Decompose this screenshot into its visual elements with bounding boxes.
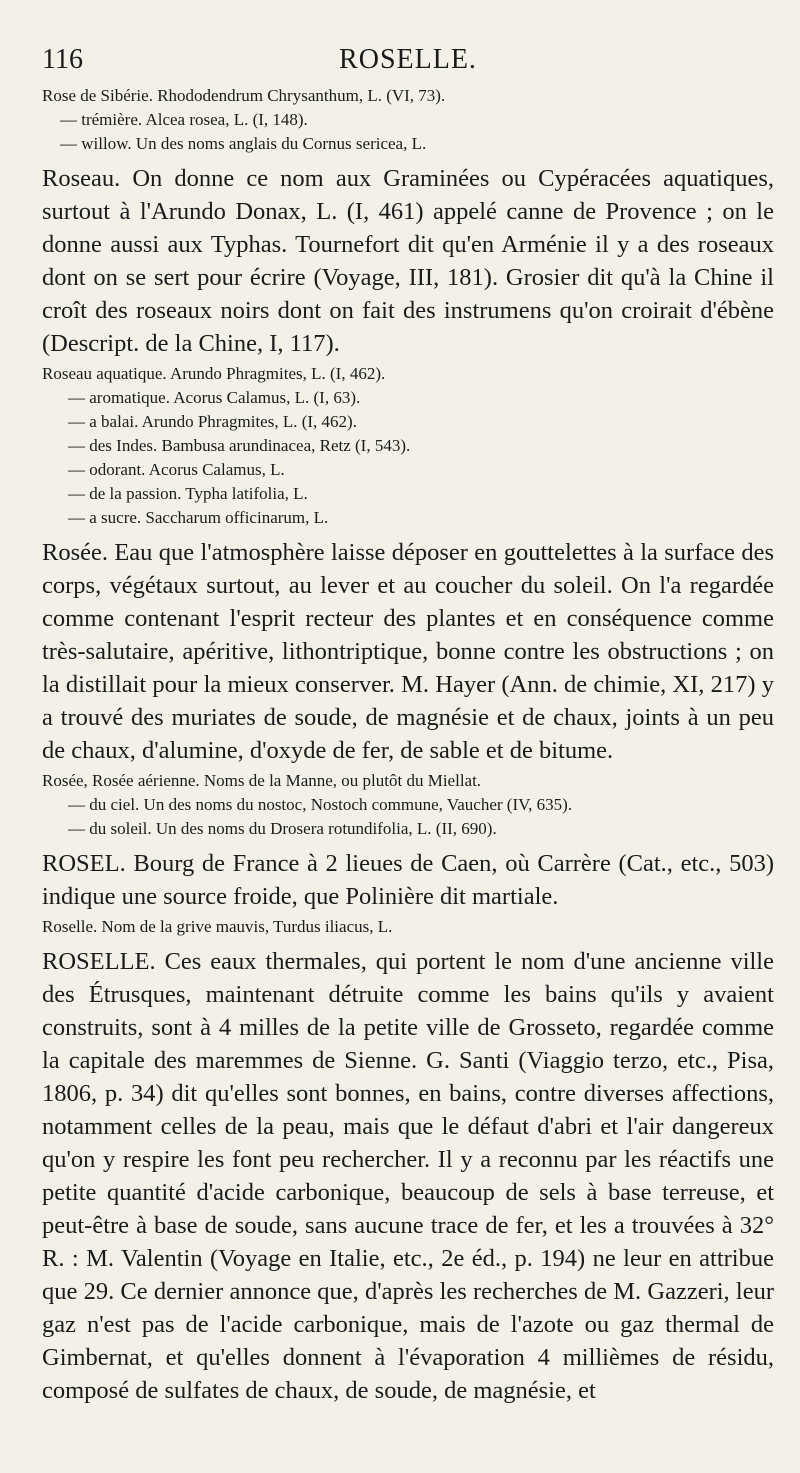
sub-entry: — trémière. Alcea rosea, L. (I, 148).	[60, 110, 308, 129]
dictionary-entries	[42, 84, 774, 1407]
sub-entry: — du soleil. Un des noms du Drosera rotundifolia, L. (II, 690).	[68, 819, 497, 838]
running-title: ROSELLE.	[339, 44, 477, 75]
sub-entry: Roselle. Nom de la grive mauvis, Turdus iliacus, L.	[42, 917, 393, 936]
sub-entry: — des Indes. Bambusa arundinacea, Retz (I, 543).	[68, 436, 411, 455]
page-number: 116	[42, 44, 83, 75]
sub-entry: Rosée, Rosée aérienne. Noms de la Manne, ou plutôt du Miellat.	[42, 771, 482, 790]
sub-entry: — a balai. Arundo Phragmites, L. (I, 462).	[68, 412, 357, 431]
sub-entry: — du ciel. Un des noms du nostoc, Nostoch commune, Vaucher (IV, 635).	[68, 795, 573, 814]
sub-entry: — aromatique. Acorus Calamus, L. (I, 63).	[68, 388, 361, 407]
sub-entry: Roseau aquatique. Arundo Phragmites, L. (I, 462).	[42, 364, 386, 383]
main-entry: ROSEL. Bourg de France à 2 lieues de Caen, où Carrère (Cat., etc., 503) indique une source froide, que Polinière dit martiale.	[42, 850, 774, 910]
main-entry: ROSELLE. Ces eaux thermales, qui portent le nom d'une ancienne ville des Étrusques, maintenant détruite comme les bains qu'ils y avaient construits, sont à 4 milles de la petite ville de Grosseto, regardée comme la capitale des maremmes de Sienne. G. Santi (Viaggio terzo, etc., Pisa, 1806, p. 34) dit qu'elles sont bonnes, en bains, contre diverses affections, notamment celles de la peau, mais que le défaut d'abri et l'air dangereux qu'on y respire les font peu rechercher. Il y a reconnu par les réactifs une petite quantité d'acide carbonique, beaucoup de sels à base terreuse, et peut-être à base de soude, sans aucune trace de fer, et les a trouvées à 32° R. : M. Valentin (Voyage en Italie, etc., 2e éd., p. 194) ne leur en attribue que 29. Ce dernier annonce que, d'après les recherches de M. Gazzeri, leur gaz n'est pas de l'acide carbonique, mais de l'azote ou gaz thermal de Gimbernat, et qu'elles donnent à l'évaporation 4 millièmes de résidu, composé de sulfates de chaux, de soude, de magnésie, et	[42, 948, 774, 1404]
main-entry: Roseau. On donne ce nom aux Graminées ou Cypéracées aquatiques, surtout à l'Arundo Donax, L. (I, 461) appelé canne de Provence ; on le donne aussi aux Typhas. Tournefort dit qu'en Arménie il y a des roseaux dont on se sert pour écrire (Voyage, III, 181). Grosier dit qu'à la Chine il croît des roseaux noirs dont on fait des instrumens qu'on croirait d'ébène (Descript. de la Chine, I, 117).	[42, 165, 774, 357]
sub-entry: — de la passion. Typha latifolia, L.	[68, 484, 308, 503]
sub-entry: Rose de Sibérie. Rhododendrum Chrysanthum, L. (VI, 73).	[42, 86, 446, 105]
running-head	[42, 44, 774, 80]
sub-entry: — odorant. Acorus Calamus, L.	[68, 460, 285, 479]
main-entry: Rosée. Eau que l'atmosphère laisse déposer en gouttelettes à la surface des corps, végétaux surtout, au lever et au coucher du soleil. On l'a regardée comme contenant l'esprit recteur des plantes et en conséquence comme très-salutaire, apéritive, lithontriptique, bonne contre les obstructions ; on la distillait pour la mieux conserver. M. Hayer (Ann. de chimie, XI, 217) y a trouvé des muriates de soude, de magnésie et de chaux, joints à un peu de chaux, d'alumine, d'oxyde de fer, de sable et de bitume.	[42, 539, 774, 764]
sub-entry: — willow. Un des noms anglais du Cornus sericea, L.	[60, 134, 427, 153]
sub-entry: — a sucre. Saccharum officinarum, L.	[68, 508, 329, 527]
